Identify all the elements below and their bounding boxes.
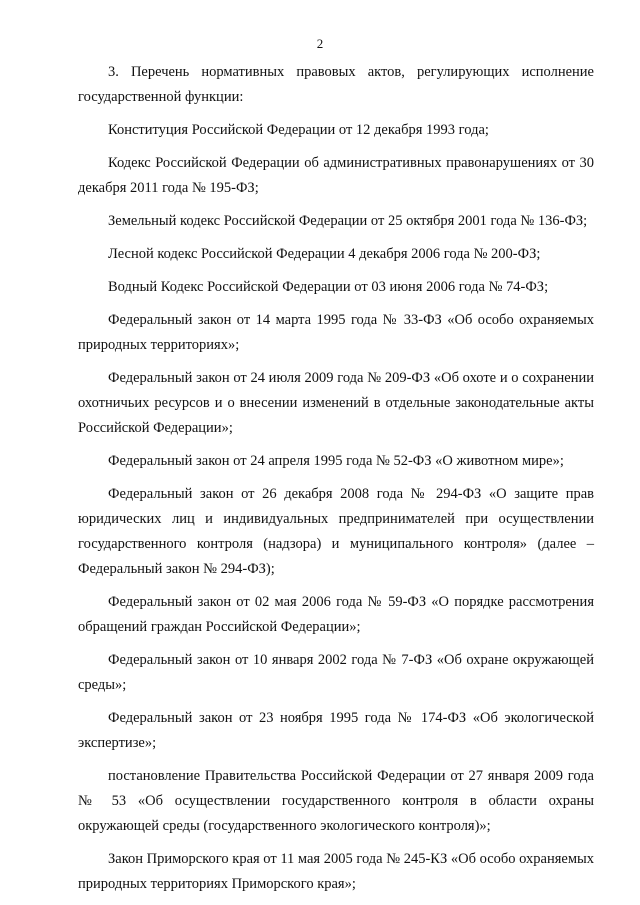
page-number: 2	[316, 36, 324, 51]
legal-act-protected-territories-law: Федеральный закон от 14 марта 1995 года № 33-ФЗ «Об особо охраняемых природных территориях»;	[78, 312, 594, 353]
document-body	[78, 60, 594, 905]
legal-act-citizen-appeals-law: Федеральный закон от 02 мая 2006 года № 59-ФЗ «О порядке рассмотрения обращений граждан Российской Федерации»;	[78, 594, 594, 635]
legal-act-ecological-expertise-law: Федеральный закон от 23 ноября 1995 года № 174-ФЗ «Об экологической экспертизе»;	[78, 710, 594, 751]
legal-act-business-protection-law: Федеральный закон от 26 декабря 2008 года № 294-ФЗ «О защите прав юридических лиц и индивидуальных предпринимателей при осуществлении государственного контроля (надзора) и муниципального контроля» (далее – Федеральный закон № 294-ФЗ);	[78, 486, 594, 577]
section-heading-paragraph: 3. Перечень нормативных правовых актов, регулирующих исполнение государственной функции:	[78, 64, 594, 105]
legal-act-government-resolution: постановление Правительства Российской Федерации от 27 января 2009 года № 53 «Об осуществлении государственного контроля в области охраны окружающей среды (государственного экологического контроля)»;	[78, 768, 594, 834]
legal-act-primorsky-krai-law: Закон Приморского края от 11 мая 2005 года № 245-КЗ «Об особо охраняемых природных территориях Приморского края»;	[78, 851, 594, 892]
legal-act-hunting-law: Федеральный закон от 24 июля 2009 года № 209-ФЗ «Об охоте и о сохранении охотничьих ресурсов и о внесении изменений в отдельные законодательные акты Российской Федерации»;	[78, 370, 594, 436]
legal-act-animal-world-law: Федеральный закон от 24 апреля 1995 года № 52-ФЗ «О животном мире»;	[108, 453, 564, 469]
legal-act-water-code: Водный Кодекс Российской Федерации от 03 июня 2006 года № 74-ФЗ;	[108, 279, 549, 295]
legal-act-environment-protection-law: Федеральный закон от 10 января 2002 года № 7-ФЗ «Об охране окружающей среды»;	[78, 652, 594, 693]
legal-act-forest-code: Лесной кодекс Российской Федерации 4 декабря 2006 года № 200-ФЗ;	[108, 246, 541, 262]
legal-act-land-code: Земельный кодекс Российской Федерации от 25 октября 2001 года № 136-ФЗ;	[108, 213, 588, 229]
legal-act-constitution: Конституция Российской Федерации от 12 декабря 1993 года;	[108, 122, 489, 138]
legal-act-administrative-code: Кодекс Российской Федерации об административных правонарушениях от 30 декабря 2011 года № 195-ФЗ;	[78, 155, 594, 196]
